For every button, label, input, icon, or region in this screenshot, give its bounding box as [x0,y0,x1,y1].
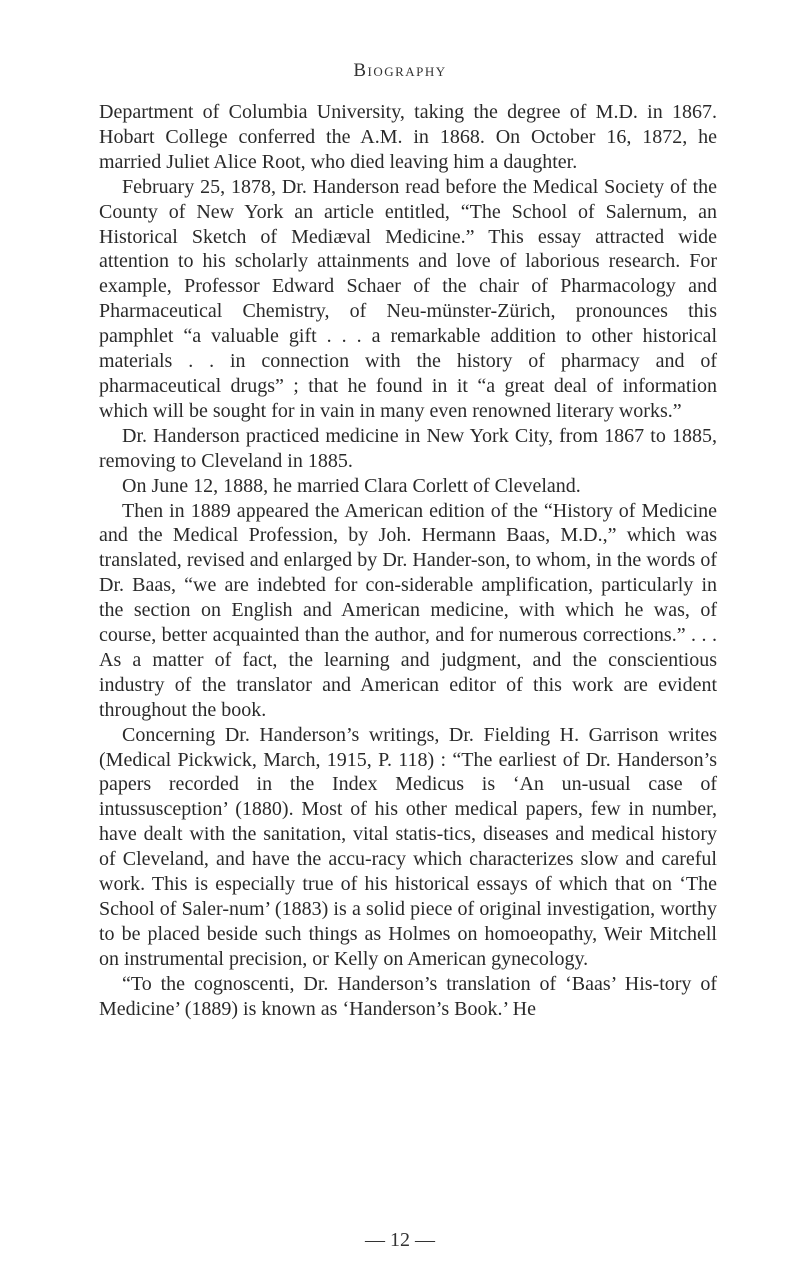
paragraph: Then in 1889 appeared the American edition of the “History of Medicine and the Medical Profession, by Joh. Hermann Baas, M.D.,” which was translated, revised and enlarged by Dr. Hander-son, to whom, in the words of Dr. Baas, “we are indebted for con-siderable amplification, particularly in the section on English and American medicine, with which he was, of course, better acquainted than the author, and for numerous corrections.” . . . As a matter of fact, the learning and judgment, and the conscientious industry of the translator and American editor of this work are evident throughout the book. [99,499,717,721]
paragraph: “To the cognoscenti, Dr. Handerson’s translation of ‘Baas’ His-tory of Medicine’ (1889) is known as ‘Handerson’s Book.’ He [99,972,717,1020]
paragraph: Concerning Dr. Handerson’s writings, Dr. Fielding H. Garrison writes (Medical Pickwick, March, 1915, P. 118) : “The earliest of Dr. Handerson’s papers recorded in the Index Medicus is ‘An un-usual case of intussusception’ (1880). Most of his other medical papers, few in number, have dealt with the sanitation, vital statis-tics, diseases and medical history of Cleveland, and have the accu-racy which characterizes slow and careful work. This is especially true of his historical essays of which that on ‘The School of Saler-num’ (1883) is a solid piece of original investigation, worthy to be placed beside such things as Holmes on homoeopathy, Weir Mitchell on instrumental precision, or Kelly on American gynecology. [99,723,717,970]
paragraph: Dr. Handerson practiced medicine in New York City, from 1867 to 1885, removing to Cleveland in 1885. [99,424,717,472]
paragraph: Department of Columbia University, taking the degree of M.D. in 1867. Hobart College conferred the A.M. in 1868. On October 16, 1872, he married Juliet Alice Root, who died leaving him a daughter. [99,101,717,173]
body-text [99,100,717,1022]
running-head: Biography [353,60,447,81]
paragraph: On June 12, 1888, he married Clara Corlett of Cleveland. [122,474,581,497]
paragraph: February 25, 1878, Dr. Handerson read before the Medical Society of the County of New York an article entitled, “The School of Salernum, an Historical Sketch of Mediæval Medicine.” This essay attracted wide attention to his scholarly attainments and love of laborious research. For example, Professor Edward Schaer of the chair of Pharmacology and Pharmaceutical Chemistry, of Neu-münster-Zürich, pronounces this pamphlet “a valuable gift . . . a remarkable addition to other historical materials . . in connection with the history of pharmacy and of pharmaceutical drugs” ; that he found in it “a great deal of information which will be sought for in vain in many even renowned literary works.” [99,175,717,422]
page-number: — 12 — [365,1229,435,1251]
